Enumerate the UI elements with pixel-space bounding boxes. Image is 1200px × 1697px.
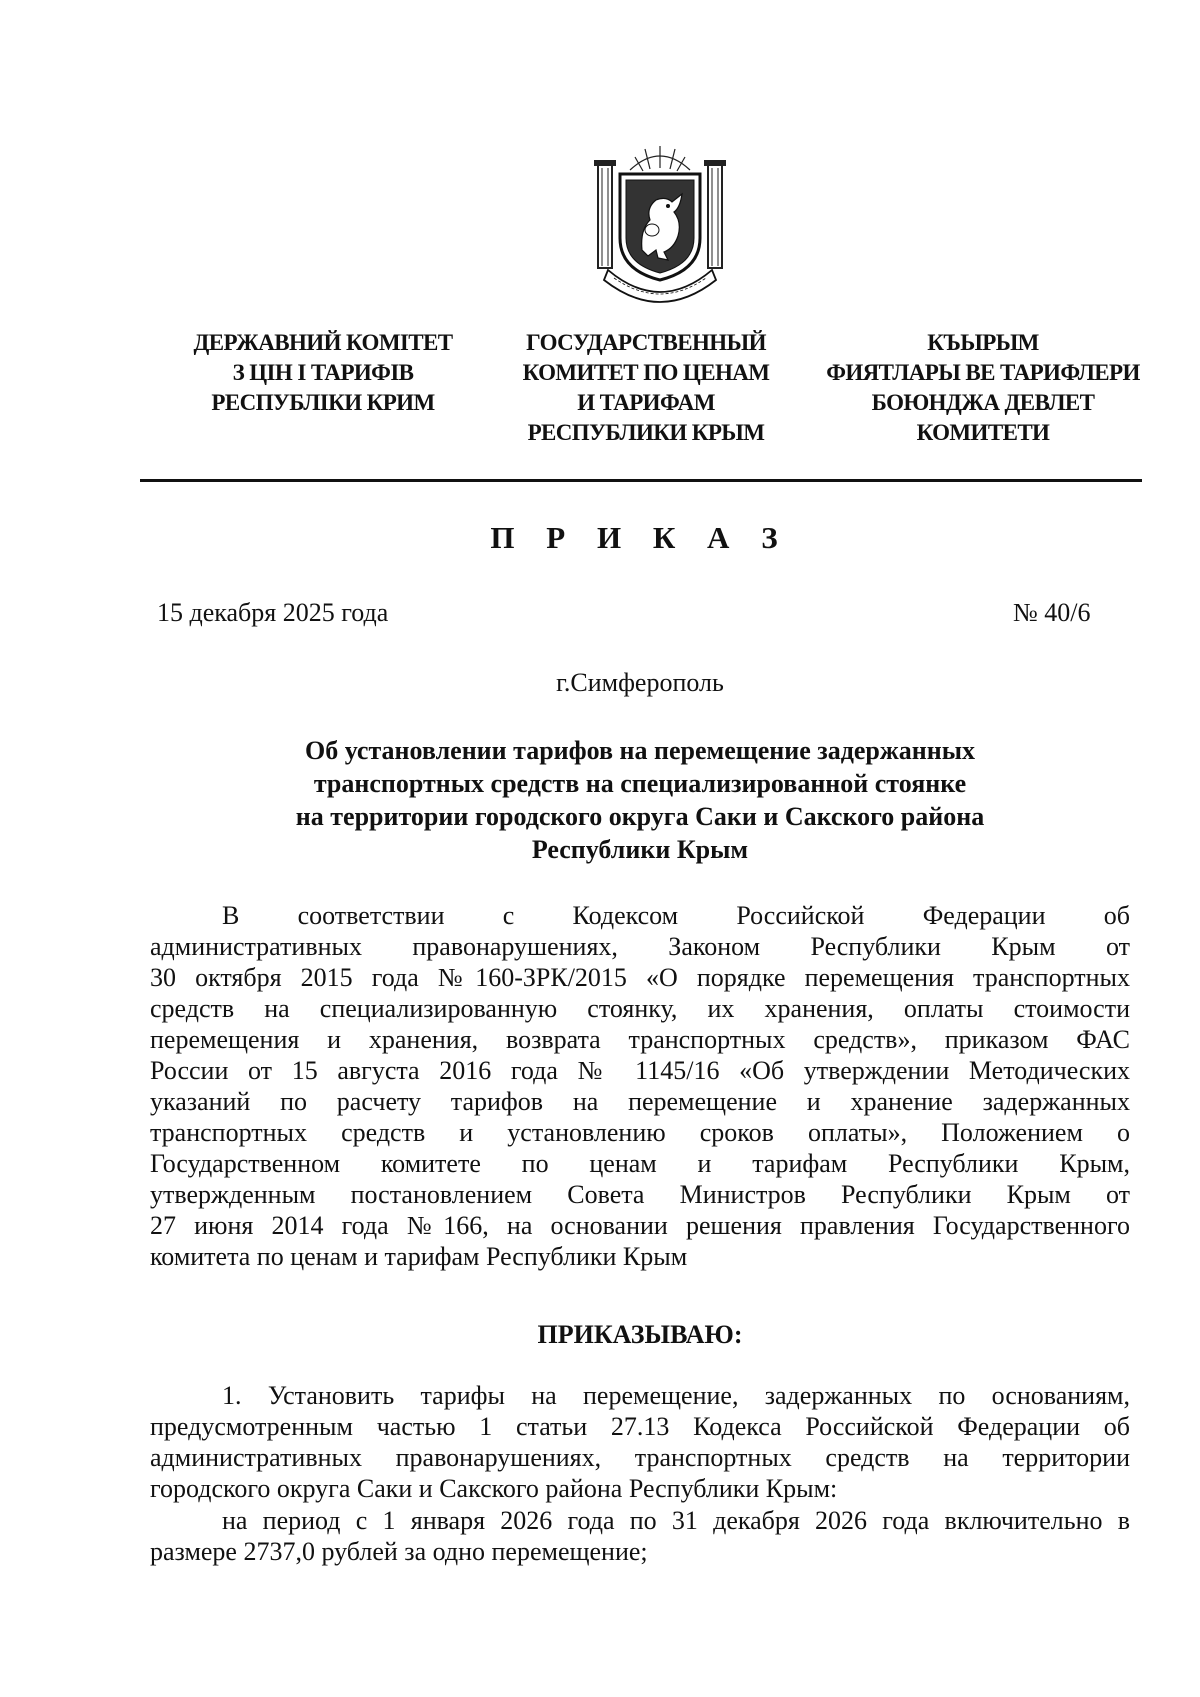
order-date: 15 декабря 2025 года	[157, 598, 389, 627]
decree-heading: ПРИКАЗЫВАЮ:	[537, 1320, 743, 1349]
paragraph-line: на период с 1 января 2026 года по 31 декабря 2026 года включительно в	[222, 1506, 1130, 1535]
paragraph-line: средств на специализированную стоянку, их хранения, оплаты стоимости	[150, 994, 1130, 1023]
paragraph-line: 1. Установить тарифы на перемещение, задержанных по основаниям,	[222, 1381, 1130, 1410]
paragraph-line: указаний по расчету тарифов на перемещение и хранение задержанных	[150, 1087, 1130, 1116]
crimea-coat-of-arms-icon	[590, 138, 730, 310]
paragraph-line: транспортных средств и установлению сроков оплаты», Положением о	[150, 1118, 1130, 1147]
paragraph-line: размере 2737,0 рублей за одно перемещение;	[150, 1537, 648, 1566]
preamble-paragraph	[150, 900, 1130, 1272]
paragraph-line: комитета по ценам и тарифам Республики Крым	[150, 1242, 688, 1271]
header-line: БОЮНДЖА ДЕВЛЕТ	[871, 390, 1095, 415]
committee-name-crimean-tatar	[818, 328, 1148, 448]
subject-line: на территории городского округа Саки и Сакского района	[295, 802, 985, 831]
paragraph-line: утвержденным постановлением Совета Министров Республики Крым от	[150, 1180, 1130, 1209]
header-line: ДЕРЖАВНИЙ КОМІТЕТ	[193, 330, 453, 355]
header-line: ГОСУДАРСТВЕННЫЙ	[526, 330, 766, 355]
order-subject	[150, 734, 1130, 866]
order-number: № 40/6	[1013, 598, 1091, 627]
order-city: г.Симферополь	[556, 668, 724, 697]
paragraph-line: административных правонарушениях, транспортных средств на территории	[150, 1443, 1130, 1472]
header-line: КОМИТЕТИ	[916, 420, 1050, 445]
paragraph-line: предусмотренным частью 1 статьи 27.13 Кодекса Российской Федерации об	[150, 1412, 1130, 1441]
item-1-paragraph	[150, 1380, 1130, 1504]
paragraph-line: городского округа Саки и Сакского района Республики Крым:	[150, 1474, 838, 1503]
header-line: РЕСПУБЛИКИ КРЫМ	[527, 420, 765, 445]
paragraph-line: перемещения и хранения, возврата транспортных средств», приказом ФАС	[150, 1025, 1130, 1054]
item-1-period-paragraph	[150, 1505, 1130, 1567]
header-line: ФИЯТЛАРЫ ВЕ ТАРИФЛЕРИ	[826, 360, 1140, 385]
committee-name-russian	[496, 328, 796, 448]
order-title: П Р И К А З	[490, 520, 790, 555]
header-line: З ЦІН І ТАРИФІВ	[232, 360, 414, 385]
subject-line: транспортных средств на специализированной стоянке	[313, 769, 967, 798]
paragraph-line: Государственном комитете по ценам и тарифам Республики Крым,	[150, 1149, 1130, 1178]
header-line: КЪЫРЫМ	[927, 330, 1039, 355]
subject-line: Республики Крым	[531, 835, 749, 864]
paragraph-line: России от 15 августа 2016 года № 1145/16 «Об утверждении Методических	[150, 1056, 1130, 1085]
header-line: И ТАРИФАМ	[577, 390, 715, 415]
paragraph-line: 27 июня 2014 года №166, на основании решения правления Государственного	[150, 1211, 1130, 1240]
header-divider	[140, 479, 1142, 482]
committee-name-ukrainian	[178, 328, 468, 418]
paragraph-line: административных правонарушениях, Законом Республики Крым от	[150, 932, 1130, 961]
paragraph-line: В соответствии с Кодексом Российской Федерации об	[222, 901, 1130, 930]
paragraph-line: 30 октября 2015 года №160-ЗРК/2015 «О порядке перемещения транспортных	[150, 963, 1130, 992]
header-line: РЕСПУБЛІКИ КРИМ	[211, 390, 435, 415]
subject-line: Об установлении тарифов на перемещение задержанных	[304, 736, 976, 765]
header-line: КОМИТЕТ ПО ЦЕНАМ	[522, 360, 770, 385]
